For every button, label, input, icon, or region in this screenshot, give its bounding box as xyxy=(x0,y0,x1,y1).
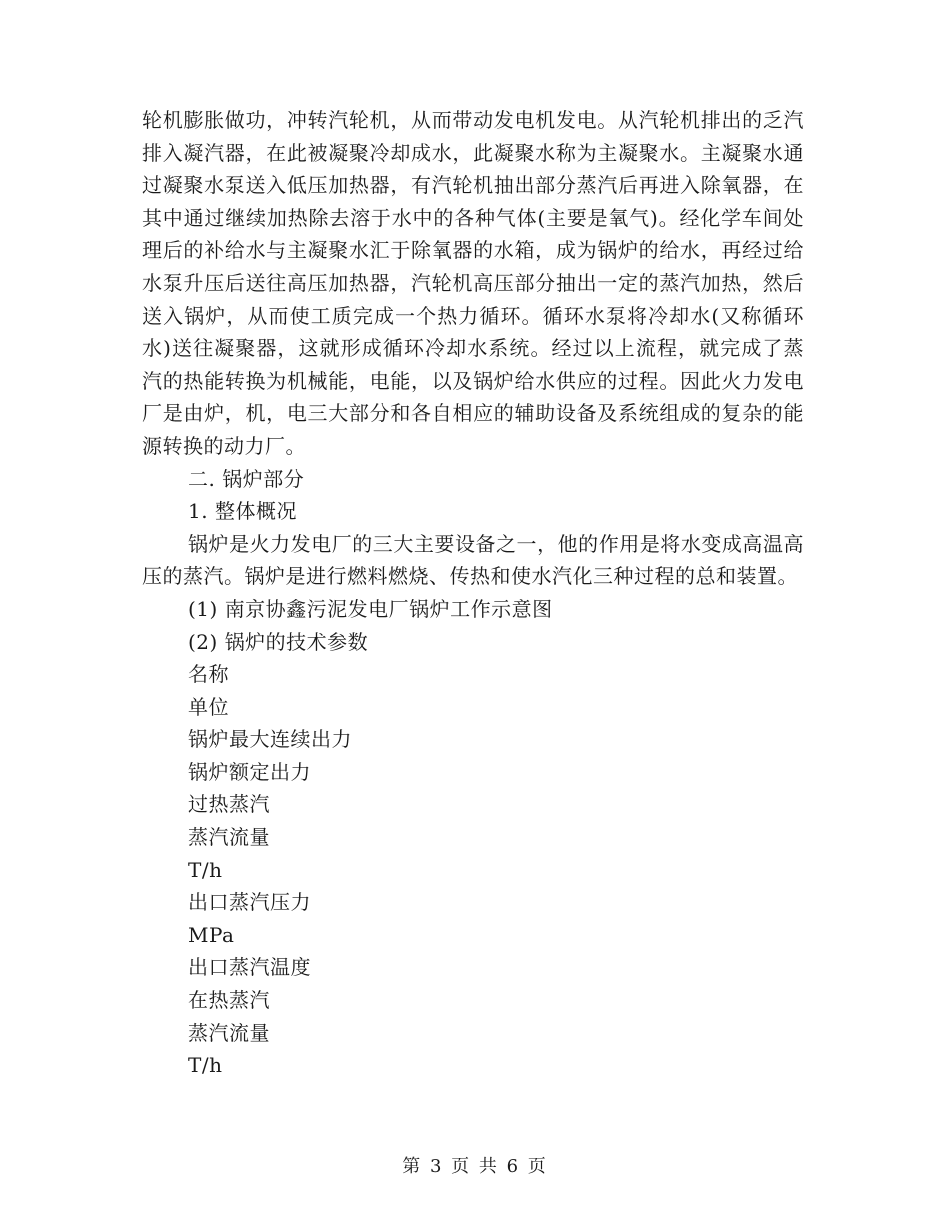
table-cell: 蒸汽流量 xyxy=(188,1020,270,1045)
table-cell: 锅炉最大连续出力 xyxy=(188,727,352,752)
table-cell: 出口蒸汽压力 xyxy=(188,890,311,915)
table-cell: 出口蒸汽温度 xyxy=(188,955,311,980)
table-cell: 名称 xyxy=(188,662,229,687)
table-cell: 蒸汽流量 xyxy=(188,825,270,850)
item-figure-caption: (1) 南京协鑫污泥发电厂锅炉工作示意图 xyxy=(188,596,553,621)
table-cell: 过热蒸汽 xyxy=(188,792,270,817)
document-body xyxy=(142,104,804,1082)
item-technical-params: (2) 锅炉的技术参数 xyxy=(188,629,369,654)
table-cell: 锅炉额定出力 xyxy=(188,759,311,784)
table-cell: T/h xyxy=(188,857,223,882)
section-heading-boiler: 二. 锅炉部分 xyxy=(188,466,305,491)
subsection-heading-overview: 1. 整体概况 xyxy=(188,499,297,524)
table-cell: 在热蒸汽 xyxy=(188,988,270,1013)
table-cell: MPa xyxy=(188,922,235,947)
page-number-footer: 第 3 页 共 6 页 xyxy=(402,1156,548,1177)
table-cell: 单位 xyxy=(188,694,229,719)
table-cell: T/h xyxy=(188,1053,223,1078)
paragraph-boiler-overview: 锅炉是火力发电厂的三大主要设备之一，他的作用是将水变成高温高压的蒸汽。锅炉是进行燃料燃烧、传热和使水汽化三种过程的总和装置。 xyxy=(142,531,804,589)
paragraph-power-cycle: 轮机膨胀做功，冲转汽轮机，从而带动发电机发电。从汽轮机排出的乏汽排入凝汽器，在此被凝聚冷却成水，此凝聚水称为主凝聚水。主凝聚水通过凝聚水泵送入低压加热器，有汽轮机抽出部分蒸汽后再进入除氧器，在其中通过继续加热除去溶于水中的各种气体(主要是氧气)。经化学车间处理后的补给水与主凝聚水汇于除氧器的水箱，成为锅炉的给水，再经过给水泵升压后送往高压加热器，汽轮机高压部分抽出一定的蒸汽加热，然后送入锅炉，从而使工质完成一个热力循环。循环水泵将冷却水(又称循环水)送往凝聚器，这就形成循环冷却水系统。经过以上流程，就完成了蒸汽的热能转换为机械能，电能，以及锅炉给水供应的过程。因此火力发电厂是由炉，机，电三大部分和各自相应的辅助设备及系统组成的复杂的能源转换的动力厂。 xyxy=(142,108,804,458)
